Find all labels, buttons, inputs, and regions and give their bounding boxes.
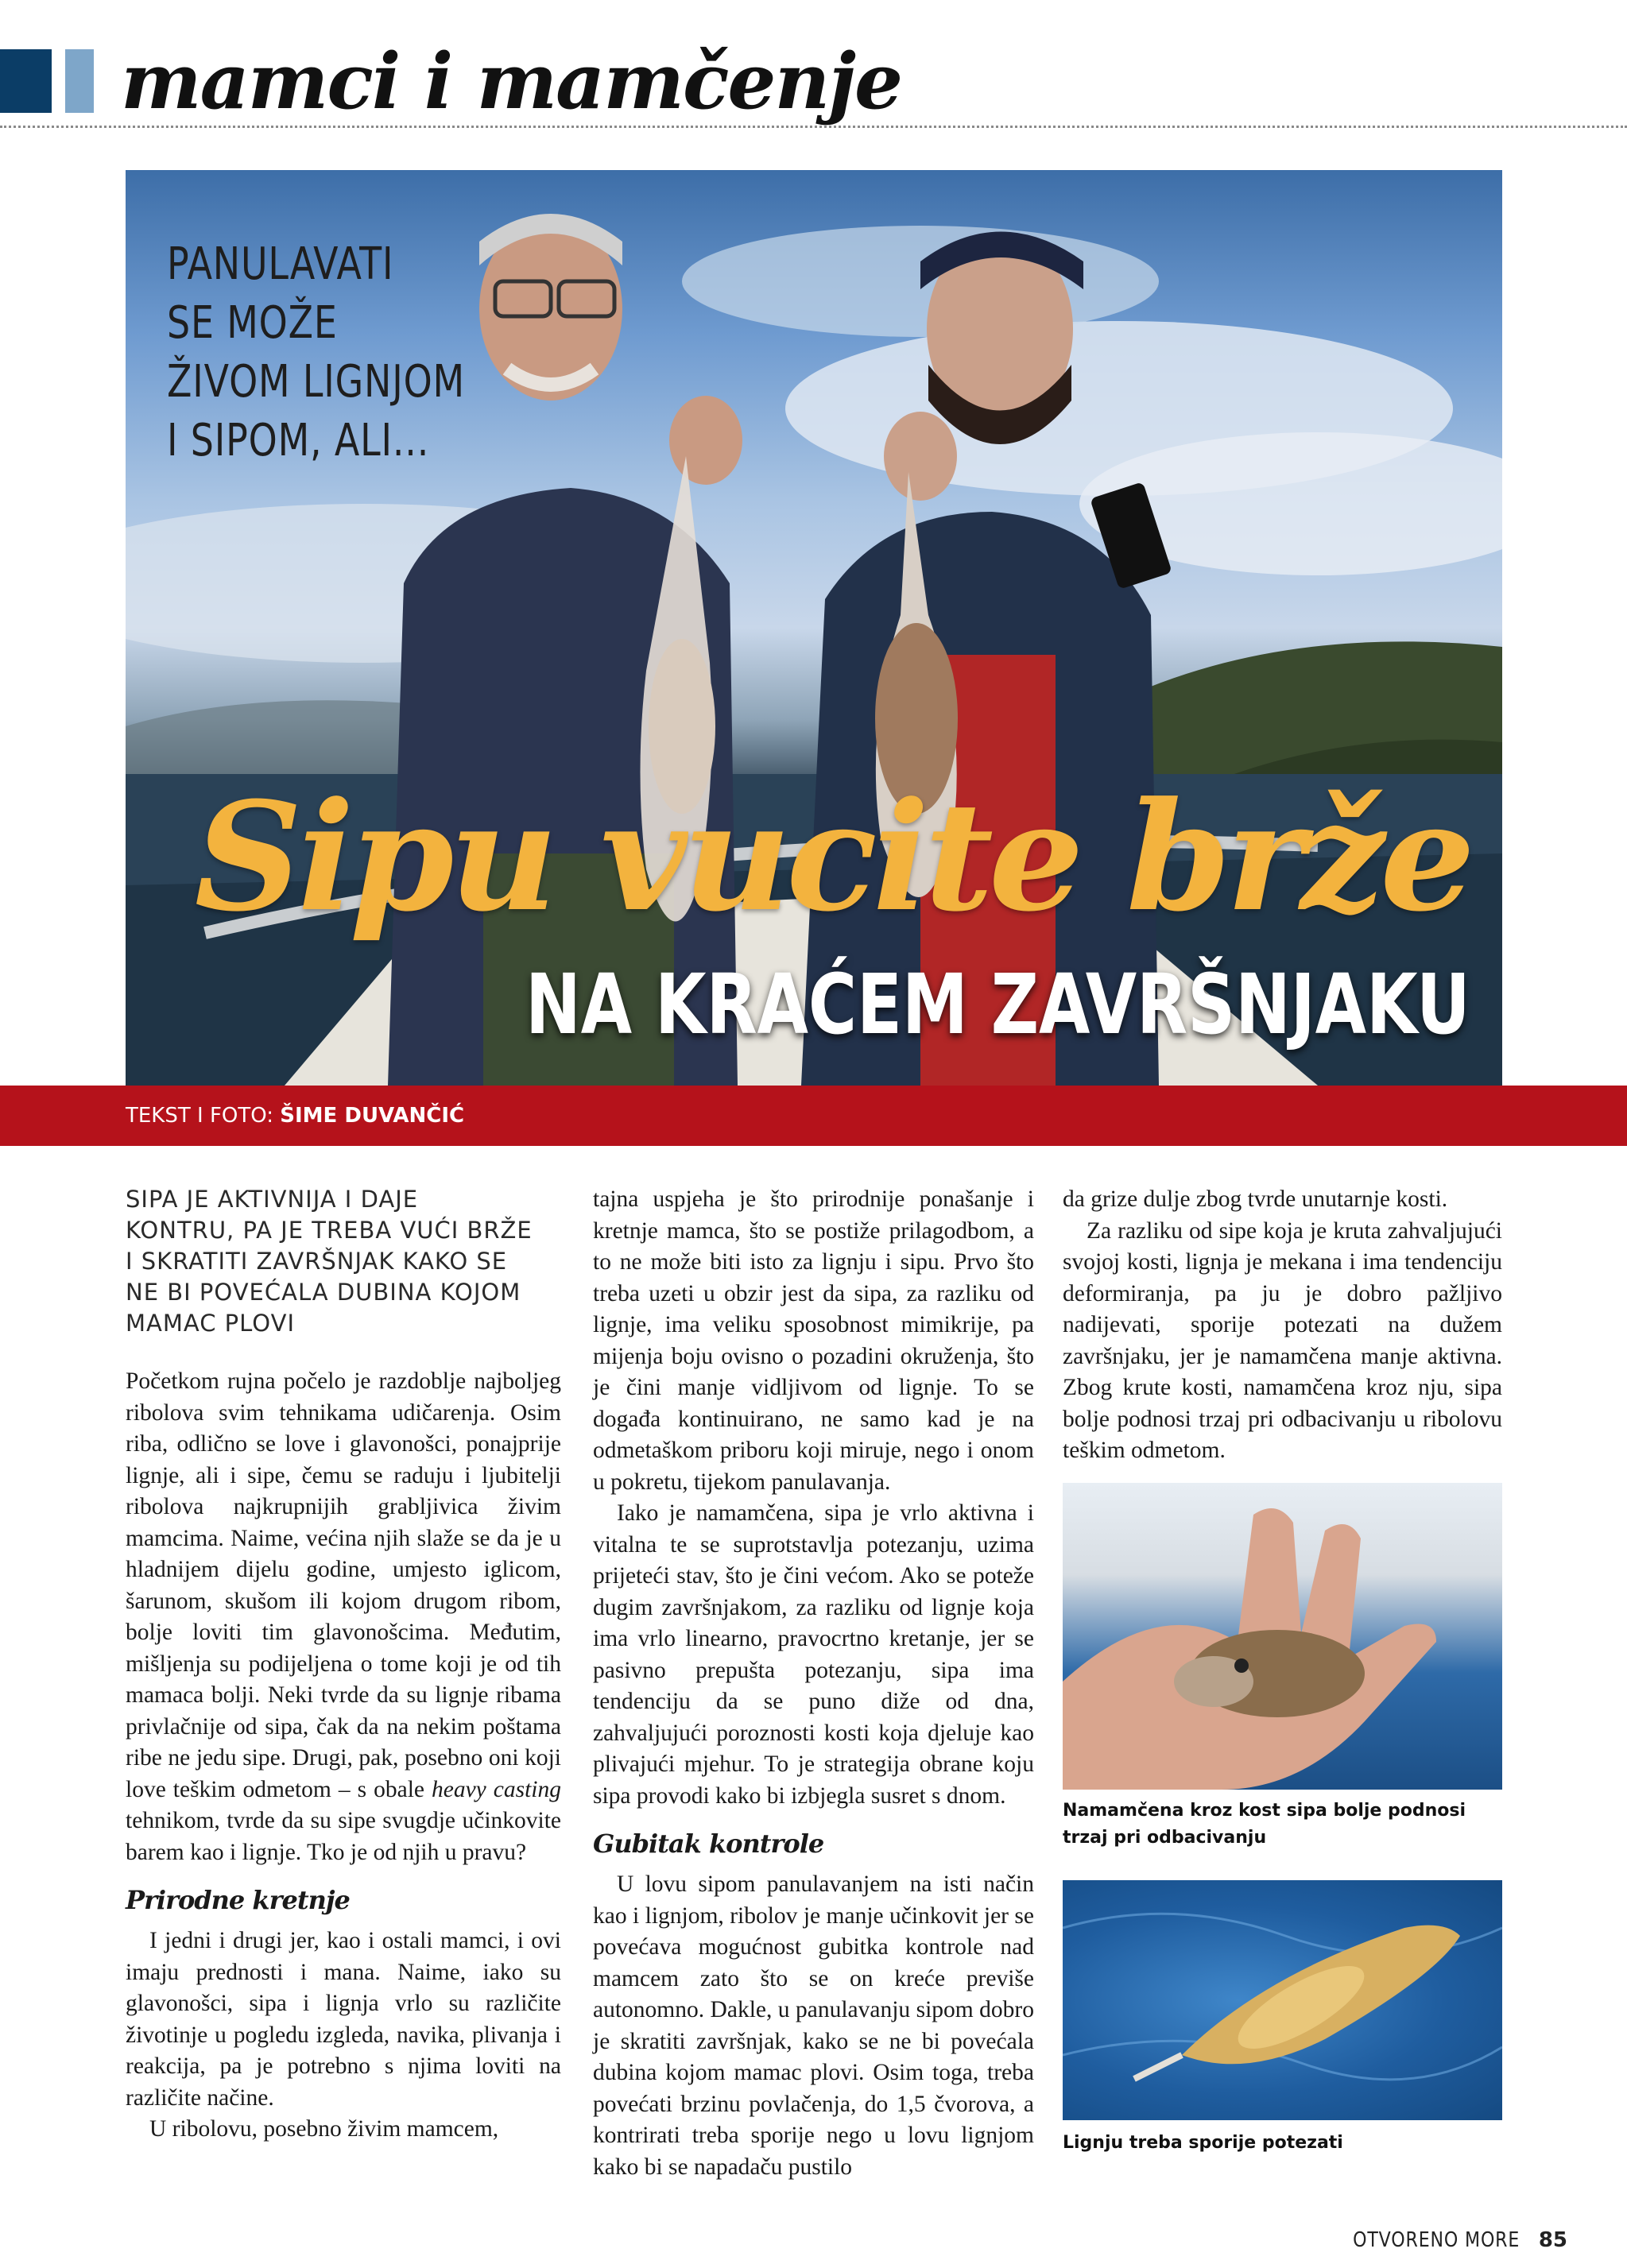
paragraph: Za razliku od sipe koja je kruta zahvaljujući svojoj kosti, lignja je mekana i ima tendenciju deformiranja, pa ju je dobro pažljivo nadijevati, sporije potezati na dužem završnjaku, jer je namamčena manje aktivna. Zbog krute kosti, namamčena kroz nju, sipa bolje podnosi trzaj pri odbacivanju u ribolovu teškim odmetom. xyxy=(1063,1217,1502,1463)
paragraph-text: tehnikom, tvrde da su sipe svugdje učinkovite barem kao i lignje. Tko je od njih u pravu? xyxy=(126,1808,561,1865)
section-title: mamci i mamčenje xyxy=(121,37,902,126)
header-divider xyxy=(0,126,1627,128)
subheading-prirodne-kretnje: Prirodne kretnje xyxy=(126,1885,350,1915)
byline xyxy=(126,1104,464,1128)
column-2 xyxy=(593,1184,1034,2183)
squid-underwater-illustration xyxy=(1063,1880,1502,2120)
page-footer xyxy=(1323,2228,1567,2252)
paragraph: tajna uspjeha je što prirodnije ponašanje i kretnje mamca, što se postiže prilagodbom, a to ne može biti isto za lignju i sipu. Prvo što treba uzeti u obzir jest da sipa, za razliku od lignje, ima veliku sposobnost mimikrije, pa mijenja boju ovisno o pozadini okruženja, što je čini manje vidljivom od lignje. To se događa kontinuirano, ne samo kad je na odmetaškom priboru koji miruje, nego i onom u pokretu, tijekom panulavanja. xyxy=(593,1186,1034,1495)
paragraph: U lovu sipom panulavanjem na isti način kao i lignjom, ribolov je manje učinkovit jer se povećava mogućnost gubitka kontrole nad mamcem zato što se on kreće previše autonomno. Dakle, u panulavanju sipom dobro je skratiti završnjak, kako se ne bi povećala dubina kojom mamac plovi. Osim toga, treba povećati brzinu povlačenja, do 1,5 čvorova, a kontrirati treba sporije nego u lovu lignjom kako bi se napadaču pustilo xyxy=(593,1871,1034,2180)
hero-photo xyxy=(126,170,1502,1086)
emphasis-text: heavy casting xyxy=(432,1776,561,1802)
photo-squid-in-water xyxy=(1063,1880,1502,2120)
headline: Sipu vucite brže xyxy=(194,769,1470,945)
column-1 xyxy=(126,1184,561,2146)
magazine-name: OTVORENO MORE xyxy=(1352,2228,1520,2252)
paragraph: da grize dulje zbog tvrde unutarnje kosti. xyxy=(1063,1186,1448,1212)
photo-squid-in-hand xyxy=(1063,1483,1502,1790)
subheading-gubitak-kontrole: Gubitak kontrole xyxy=(593,1829,824,1859)
paragraph-text: Početkom rujna počelo je razdoblje najboljeg ribolova svim tehnikama udičarenja. Osim riba, odlično se love i glavonošci, ponajprije lignje, ali i sipe, čemu se raduju i ljubitelji ribolova najkrupnijih grabljivica živim mamcima. Naime, većina njih slaže se da je u hladnijem dijelu godine, umjesto iglicom, šarunom, skušom ili kojom drugom ribom, bolje loviti tim glavonošcima. Međutim, mišljenja su podijeljena o tome koji je od tih mamaca bolji. Neki tvrde da su lignje ribama privlačnije od sipa, čak da na nekim poštama ribe ne jedu sipe. Drugi, pak, posebno oni koji love teškim odmetom – s obale xyxy=(126,1368,561,1802)
lead-paragraph: SIPA JE AKTIVNIJA I DAJE KONTRU, PA JE TREBA VUĆI BRŽE I SKRATITI ZAVRŠNJAK KAKO SE NE BI POVEĆALA DUBINA KOJOM MAMAC PLOVI xyxy=(126,1186,533,1337)
header-accent-block xyxy=(0,49,52,113)
paragraph: U ribolovu, posebno živim mamcem, xyxy=(149,2116,499,2142)
byline-author: ŠIME DUVANČIĆ xyxy=(280,1104,465,1128)
page-number: 85 xyxy=(1538,2228,1567,2252)
photo-caption: Lignju treba sporije potezati xyxy=(1063,2133,1343,2153)
hand-with-cuttlefish-illustration xyxy=(1063,1483,1502,1790)
paragraph xyxy=(126,1366,561,1868)
paragraph: I jedni i drugi jer, kao i ostali mamci, i ovi imaju prednosti i mana. Naime, iako su glavonošci, sipa i lignja vrlo su različite životinje u pogledu izgleda, navika, plivanja i reakcija, pa je potrebno s njima loviti na različite načine. xyxy=(126,1928,561,2111)
paragraph: Iako je namamčena, sipa je vrlo aktivna i vitalna te se suprotstavlja potezanju, uzima prijeteći stav, što je čini većom. Ako se poteže dugim završnjakom, za razliku od lignje koja ima vrlo linearno, pravocrtno kretanje, jer se pasivno prepušta potezanju, sipa ima tendenciju da se puno diže od dna, zahvaljujući poroznosti kosti koja djeluje kao plivajući mjehur. To je strategija obrane koju sipa provodi kako bi izbjegla susret s dnom. xyxy=(593,1500,1034,1809)
subheadline: NA KRAĆEM ZAVRŠNJAKU xyxy=(525,956,1470,1053)
column-3 xyxy=(1063,1184,1502,1467)
photo-caption: Namamčena kroz kost sipa bolje podnosi trzaj pri odbacivanju xyxy=(1063,1801,1466,1848)
hero-kicker: PANULAVATI SE MOŽE ŽIVOM LIGNJOM I SIPOM, ALI... xyxy=(167,238,465,466)
header-accent-block-light xyxy=(65,49,94,113)
byline-label: TEKST I FOTO: xyxy=(126,1104,274,1128)
